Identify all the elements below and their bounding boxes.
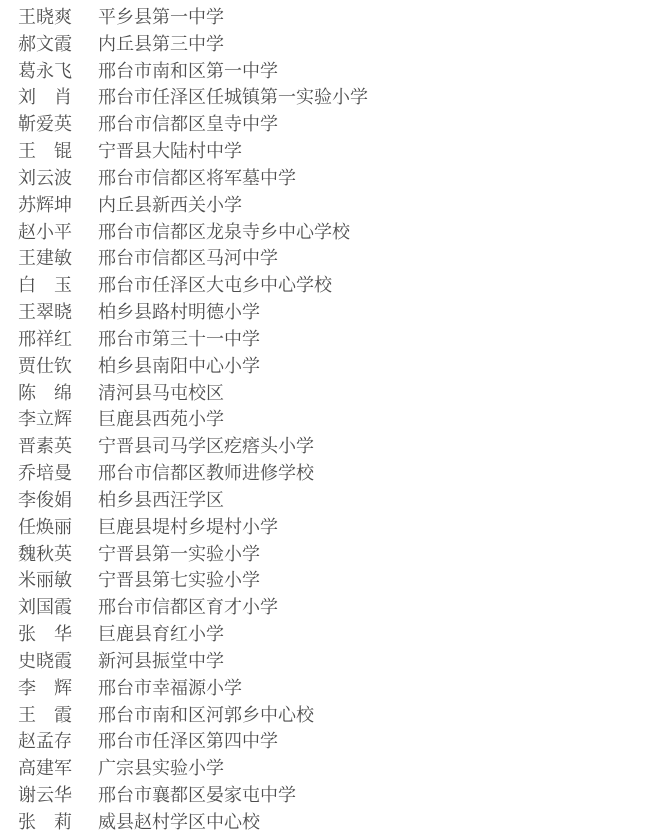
school-name: 巨鹿县育红小学 <box>98 624 224 645</box>
person-name: 葛永飞 <box>18 60 72 81</box>
person-name: 王 锟 <box>18 141 72 162</box>
person-name: 米丽敏 <box>18 570 72 591</box>
list-item <box>18 541 659 568</box>
person-name: 郝文霞 <box>18 33 72 54</box>
person-name: 赵小平 <box>18 221 72 242</box>
school-name: 巨鹿县西苑小学 <box>98 409 224 430</box>
person-name: 高建军 <box>18 758 72 779</box>
person-name: 陈 绵 <box>18 382 72 403</box>
school-name: 内丘县新西关小学 <box>98 194 242 215</box>
list-item <box>18 165 659 192</box>
school-name: 邢台市任泽区任城镇第一实验小学 <box>98 87 368 108</box>
school-name: 邢台市信都区将军墓中学 <box>98 167 296 188</box>
list-item <box>18 245 659 272</box>
list-item <box>18 567 659 594</box>
person-name: 张 华 <box>18 624 72 645</box>
list-item <box>18 138 659 165</box>
school-name: 邢台市信都区马河中学 <box>98 248 278 269</box>
person-name: 贾仕钦 <box>18 355 72 376</box>
person-name: 刘云波 <box>18 167 72 188</box>
person-name: 李立辉 <box>18 409 72 430</box>
person-name: 张 莉 <box>18 811 72 832</box>
list-item <box>18 433 659 460</box>
list-item <box>18 755 659 782</box>
school-name: 巨鹿县堤村乡堤村小学 <box>98 516 278 537</box>
school-name: 邢台市信都区教师进修学校 <box>98 463 314 484</box>
school-name: 柏乡县南阳中心小学 <box>98 355 260 376</box>
school-name: 邢台市南和区第一中学 <box>98 60 278 81</box>
person-name: 晋素英 <box>18 436 72 457</box>
person-name: 李俊娟 <box>18 489 72 510</box>
list-item <box>18 782 659 809</box>
person-name: 李 辉 <box>18 677 72 698</box>
list-item <box>18 514 659 541</box>
list-item <box>18 299 659 326</box>
list-item <box>18 648 659 675</box>
school-name: 邢台市襄都区晏家屯中学 <box>98 785 296 806</box>
list-item <box>18 111 659 138</box>
person-name: 刘 肖 <box>18 87 72 108</box>
list-item <box>18 192 659 219</box>
list-item <box>18 809 659 836</box>
list-item <box>18 31 659 58</box>
person-name: 靳爱英 <box>18 114 72 135</box>
school-name: 威县赵村学区中心校 <box>98 811 260 832</box>
list-item <box>18 326 659 353</box>
school-name: 邢台市任泽区大屯乡中心学校 <box>98 275 332 296</box>
school-name: 宁晋县第七实验小学 <box>98 570 260 591</box>
list-item <box>18 380 659 407</box>
school-name: 邢台市信都区育才小学 <box>98 597 278 618</box>
person-name: 邢祥红 <box>18 328 72 349</box>
person-name: 白 玉 <box>18 275 72 296</box>
person-name: 魏秋英 <box>18 543 72 564</box>
school-name: 宁晋县大陆村中学 <box>98 141 242 162</box>
school-name: 邢台市信都区皇寺中学 <box>98 114 278 135</box>
list-item <box>18 58 659 85</box>
list-item <box>18 460 659 487</box>
list-item <box>18 702 659 729</box>
school-name: 邢台市任泽区第四中学 <box>98 731 278 752</box>
list-item <box>18 4 659 31</box>
person-name: 刘国霞 <box>18 597 72 618</box>
school-name: 邢台市第三十一中学 <box>98 328 260 349</box>
person-name: 王 霞 <box>18 704 72 725</box>
school-name: 新河县振堂中学 <box>98 650 224 671</box>
person-name: 谢云华 <box>18 785 72 806</box>
list-item <box>18 594 659 621</box>
list-item <box>18 219 659 246</box>
list-item <box>18 621 659 648</box>
list-item <box>18 406 659 433</box>
person-name: 乔培曼 <box>18 463 72 484</box>
school-name: 柏乡县西汪学区 <box>98 489 224 510</box>
list-item <box>18 272 659 299</box>
school-name: 清河县马屯校区 <box>98 382 224 403</box>
school-name: 宁晋县司马学区疙瘩头小学 <box>98 436 314 457</box>
person-name: 王晓爽 <box>18 7 72 27</box>
school-name: 柏乡县路村明德小学 <box>98 302 260 323</box>
list-item <box>18 84 659 111</box>
list-item <box>18 675 659 702</box>
person-name: 王翠晓 <box>18 302 72 323</box>
person-name: 史晓霞 <box>18 650 72 671</box>
school-name: 内丘县第三中学 <box>98 33 224 54</box>
school-name: 邢台市信都区龙泉寺乡中心学校 <box>98 221 350 242</box>
school-name: 邢台市南和区河郭乡中心校 <box>98 704 314 725</box>
person-name: 苏辉坤 <box>18 194 72 215</box>
list-item <box>18 728 659 755</box>
school-name: 广宗县实验小学 <box>98 758 224 779</box>
person-name: 任焕丽 <box>18 516 72 537</box>
list-item <box>18 353 659 380</box>
school-name: 平乡县第一中学 <box>98 7 224 27</box>
school-name: 宁晋县第一实验小学 <box>98 543 260 564</box>
person-name: 赵孟存 <box>18 731 72 752</box>
list-item <box>18 487 659 514</box>
person-name: 王建敏 <box>18 248 72 269</box>
school-name: 邢台市幸福源小学 <box>98 677 242 698</box>
